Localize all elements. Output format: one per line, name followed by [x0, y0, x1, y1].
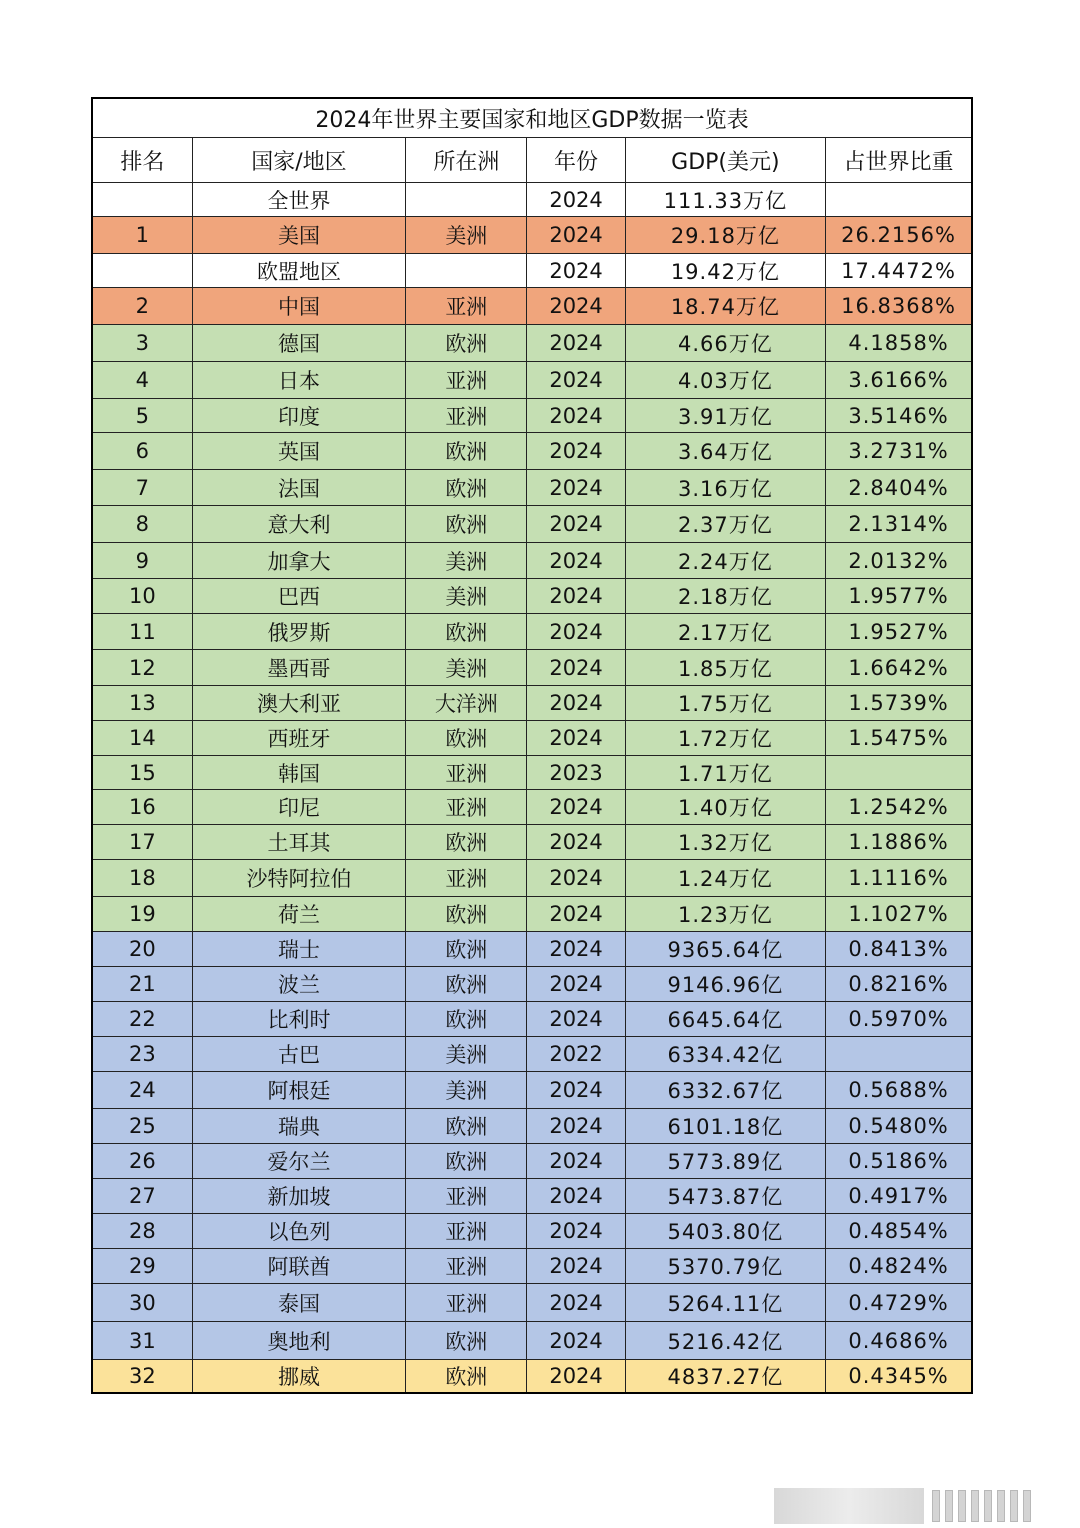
share-cell: 0.4917%: [826, 1179, 972, 1214]
country-cell: 美国: [192, 217, 405, 254]
rank-cell: 9: [92, 543, 192, 579]
gdp-cell: 4837.27亿: [625, 1360, 825, 1393]
gdp-cell: 1.71万亿: [625, 756, 825, 790]
table-row: [92, 721, 972, 756]
table-row: [92, 183, 972, 217]
table-row: [92, 1002, 972, 1037]
gdp-cell: 3.91万亿: [625, 399, 825, 433]
rank-cell: 6: [92, 433, 192, 470]
share-cell: 1.9527%: [826, 614, 972, 650]
country-cell: 意大利: [192, 506, 405, 543]
share-cell: 1.1886%: [826, 825, 972, 860]
year-cell: 2024: [527, 860, 625, 897]
table-row: [92, 897, 972, 932]
gdp-cell: 1.85万亿: [625, 650, 825, 686]
share-cell: 0.4854%: [826, 1214, 972, 1249]
share-cell: 0.8413%: [826, 932, 972, 967]
share-cell: 1.5739%: [826, 686, 972, 721]
continent-cell: 亚洲: [406, 790, 527, 825]
continent-cell: 欧洲: [406, 897, 527, 932]
continent-cell: 欧洲: [406, 967, 527, 1002]
continent-cell: 亚洲: [406, 399, 527, 433]
country-cell: 全世界: [192, 183, 405, 217]
country-cell: 加拿大: [192, 543, 405, 579]
share-cell: [826, 756, 972, 790]
header-rank: 排名: [92, 138, 192, 183]
country-cell: 澳大利亚: [192, 686, 405, 721]
share-cell: 26.2156%: [826, 217, 972, 254]
rank-cell: 7: [92, 470, 192, 506]
continent-cell: 美洲: [406, 650, 527, 686]
year-cell: 2024: [527, 1179, 625, 1214]
table-row: [92, 1179, 972, 1214]
year-cell: 2024: [527, 183, 625, 217]
continent-cell: 欧洲: [406, 825, 527, 860]
table-row: [92, 1037, 972, 1072]
country-cell: 新加坡: [192, 1179, 405, 1214]
continent-cell: 欧洲: [406, 614, 527, 650]
continent-cell: 亚洲: [406, 288, 527, 325]
table-body: [92, 183, 972, 1393]
rank-cell: 11: [92, 614, 192, 650]
gdp-cell: 4.66万亿: [625, 325, 825, 362]
table-row: [92, 217, 972, 254]
rank-cell: 29: [92, 1249, 192, 1284]
country-cell: 古巴: [192, 1037, 405, 1072]
share-cell: 1.5475%: [826, 721, 972, 756]
share-cell: 0.4824%: [826, 1249, 972, 1284]
table-row: [92, 686, 972, 721]
rank-cell: 13: [92, 686, 192, 721]
gdp-cell: 1.24万亿: [625, 860, 825, 897]
continent-cell: 亚洲: [406, 756, 527, 790]
continent-cell: 亚洲: [406, 860, 527, 897]
gdp-table: [91, 97, 973, 1394]
year-cell: 2024: [527, 825, 625, 860]
country-cell: 日本: [192, 362, 405, 399]
gdp-cell: 19.42万亿: [625, 254, 825, 288]
continent-cell: 亚洲: [406, 1179, 527, 1214]
continent-cell: 美洲: [406, 579, 527, 614]
share-cell: 2.1314%: [826, 506, 972, 543]
table-row: [92, 1109, 972, 1144]
continent-cell: 欧洲: [406, 325, 527, 362]
continent-cell: [406, 254, 527, 288]
country-cell: 中国: [192, 288, 405, 325]
gdp-cell: 6332.67亿: [625, 1072, 825, 1109]
year-cell: 2024: [527, 433, 625, 470]
year-cell: 2024: [527, 543, 625, 579]
table-row: [92, 1249, 972, 1284]
year-cell: 2024: [527, 967, 625, 1002]
table-row: [92, 1144, 972, 1179]
share-cell: 0.4345%: [826, 1360, 972, 1393]
table-row: [92, 433, 972, 470]
rank-cell: 17: [92, 825, 192, 860]
gdp-cell: 5473.87亿: [625, 1179, 825, 1214]
year-cell: 2024: [527, 1109, 625, 1144]
year-cell: 2024: [527, 362, 625, 399]
year-cell: 2024: [527, 790, 625, 825]
year-cell: 2024: [527, 1249, 625, 1284]
gdp-cell: 5264.11亿: [625, 1284, 825, 1322]
table-row: [92, 506, 972, 543]
country-cell: 巴西: [192, 579, 405, 614]
continent-cell: 欧洲: [406, 721, 527, 756]
share-cell: 0.5970%: [826, 1002, 972, 1037]
rank-cell: 3: [92, 325, 192, 362]
share-cell: 0.8216%: [826, 967, 972, 1002]
rank-cell: 16: [92, 790, 192, 825]
continent-cell: 大洋洲: [406, 686, 527, 721]
country-cell: 印尼: [192, 790, 405, 825]
table-row: [92, 362, 972, 399]
country-cell: 瑞典: [192, 1109, 405, 1144]
country-cell: 荷兰: [192, 897, 405, 932]
gdp-cell: 9146.96亿: [625, 967, 825, 1002]
year-cell: 2024: [527, 650, 625, 686]
rank-cell: 20: [92, 932, 192, 967]
rank-cell: 21: [92, 967, 192, 1002]
year-cell: 2024: [527, 1360, 625, 1393]
table-row: [92, 650, 972, 686]
year-cell: 2024: [527, 1144, 625, 1179]
gdp-cell: 5370.79亿: [625, 1249, 825, 1284]
year-cell: 2024: [527, 506, 625, 543]
share-cell: 0.5688%: [826, 1072, 972, 1109]
gdp-cell: 2.17万亿: [625, 614, 825, 650]
gdp-cell: 6645.64亿: [625, 1002, 825, 1037]
country-cell: 挪威: [192, 1360, 405, 1393]
watermark-logo: [774, 1488, 1056, 1524]
table-row: [92, 399, 972, 433]
table-row: [92, 825, 972, 860]
share-cell: 0.4729%: [826, 1284, 972, 1322]
year-cell: 2024: [527, 1072, 625, 1109]
watermark-bars: [932, 1490, 1031, 1522]
share-cell: 2.8404%: [826, 470, 972, 506]
table-row: [92, 1284, 972, 1322]
share-cell: 0.4686%: [826, 1322, 972, 1360]
country-cell: 阿联酋: [192, 1249, 405, 1284]
country-cell: 土耳其: [192, 825, 405, 860]
table-row: [92, 288, 972, 325]
rank-cell: 5: [92, 399, 192, 433]
table-row: [92, 790, 972, 825]
country-cell: 韩国: [192, 756, 405, 790]
table-row: [92, 860, 972, 897]
country-cell: 法国: [192, 470, 405, 506]
continent-cell: 欧洲: [406, 506, 527, 543]
year-cell: 2024: [527, 579, 625, 614]
country-cell: 阿根廷: [192, 1072, 405, 1109]
gdp-cell: 9365.64亿: [625, 932, 825, 967]
gdp-cell: 29.18万亿: [625, 217, 825, 254]
rank-cell: 32: [92, 1360, 192, 1393]
year-cell: 2024: [527, 470, 625, 506]
share-cell: 2.0132%: [826, 543, 972, 579]
continent-cell: 美洲: [406, 1072, 527, 1109]
share-cell: 4.1858%: [826, 325, 972, 362]
share-cell: 1.6642%: [826, 650, 972, 686]
table-row: [92, 967, 972, 1002]
share-cell: 0.5186%: [826, 1144, 972, 1179]
rank-cell: 22: [92, 1002, 192, 1037]
header-year: 年份: [527, 138, 625, 183]
year-cell: 2024: [527, 1214, 625, 1249]
share-cell: 0.5480%: [826, 1109, 972, 1144]
country-cell: 以色列: [192, 1214, 405, 1249]
country-cell: 奥地利: [192, 1322, 405, 1360]
gdp-cell: 1.32万亿: [625, 825, 825, 860]
country-cell: 欧盟地区: [192, 254, 405, 288]
country-cell: 泰国: [192, 1284, 405, 1322]
year-cell: 2024: [527, 1002, 625, 1037]
table-row: [92, 325, 972, 362]
year-cell: 2024: [527, 897, 625, 932]
continent-cell: 亚洲: [406, 1284, 527, 1322]
rank-cell: 27: [92, 1179, 192, 1214]
header-continent: 所在洲: [406, 138, 527, 183]
table-row: [92, 614, 972, 650]
continent-cell: 美洲: [406, 543, 527, 579]
country-cell: 沙特阿拉伯: [192, 860, 405, 897]
rank-cell: 30: [92, 1284, 192, 1322]
share-cell: 1.9577%: [826, 579, 972, 614]
table-row: [92, 1360, 972, 1393]
country-cell: 英国: [192, 433, 405, 470]
country-cell: 德国: [192, 325, 405, 362]
table-row: [92, 932, 972, 967]
year-cell: 2024: [527, 932, 625, 967]
year-cell: 2024: [527, 288, 625, 325]
share-cell: 1.1027%: [826, 897, 972, 932]
gdp-cell: 2.24万亿: [625, 543, 825, 579]
continent-cell: 美洲: [406, 217, 527, 254]
continent-cell: 欧洲: [406, 1109, 527, 1144]
year-cell: 2024: [527, 614, 625, 650]
rank-cell: 31: [92, 1322, 192, 1360]
header-country: 国家/地区: [192, 138, 405, 183]
year-cell: 2024: [527, 325, 625, 362]
header-row: [92, 138, 972, 183]
year-cell: 2024: [527, 1322, 625, 1360]
gdp-cell: 18.74万亿: [625, 288, 825, 325]
gdp-cell: 4.03万亿: [625, 362, 825, 399]
header-share: 占世界比重: [826, 138, 972, 183]
year-cell: 2024: [527, 399, 625, 433]
rank-cell: 26: [92, 1144, 192, 1179]
continent-cell: [406, 183, 527, 217]
rank-cell: [92, 254, 192, 288]
continent-cell: 欧洲: [406, 1144, 527, 1179]
share-cell: 17.4472%: [826, 254, 972, 288]
table-row: [92, 470, 972, 506]
rank-cell: 4: [92, 362, 192, 399]
gdp-cell: 5403.80亿: [625, 1214, 825, 1249]
country-cell: 爱尔兰: [192, 1144, 405, 1179]
continent-cell: 亚洲: [406, 1214, 527, 1249]
table-row: [92, 579, 972, 614]
rank-cell: 18: [92, 860, 192, 897]
rank-cell: [92, 183, 192, 217]
gdp-cell: 3.64万亿: [625, 433, 825, 470]
gdp-cell: 111.33万亿: [625, 183, 825, 217]
country-cell: 西班牙: [192, 721, 405, 756]
gdp-cell: 3.16万亿: [625, 470, 825, 506]
gdp-cell: 2.18万亿: [625, 579, 825, 614]
gdp-cell: 6334.42亿: [625, 1037, 825, 1072]
table-row: [92, 254, 972, 288]
year-cell: 2024: [527, 721, 625, 756]
share-cell: [826, 183, 972, 217]
continent-cell: 欧洲: [406, 433, 527, 470]
year-cell: 2022: [527, 1037, 625, 1072]
gdp-cell: 2.37万亿: [625, 506, 825, 543]
rank-cell: 1: [92, 217, 192, 254]
table-title: 2024年世界主要国家和地区GDP数据一览表: [92, 98, 972, 138]
continent-cell: 欧洲: [406, 932, 527, 967]
table-row: [92, 1072, 972, 1109]
share-cell: 16.8368%: [826, 288, 972, 325]
country-cell: 比利时: [192, 1002, 405, 1037]
year-cell: 2024: [527, 1284, 625, 1322]
year-cell: 2024: [527, 217, 625, 254]
gdp-cell: 5216.42亿: [625, 1322, 825, 1360]
share-cell: 3.6166%: [826, 362, 972, 399]
rank-cell: 8: [92, 506, 192, 543]
country-cell: 瑞士: [192, 932, 405, 967]
table-row: [92, 756, 972, 790]
rank-cell: 19: [92, 897, 192, 932]
gdp-cell: 6101.18亿: [625, 1109, 825, 1144]
continent-cell: 美洲: [406, 1037, 527, 1072]
gdp-cell: 5773.89亿: [625, 1144, 825, 1179]
gdp-cell: 1.40万亿: [625, 790, 825, 825]
share-cell: [826, 1037, 972, 1072]
gdp-cell: 1.72万亿: [625, 721, 825, 756]
continent-cell: 欧洲: [406, 1002, 527, 1037]
gdp-cell: 1.75万亿: [625, 686, 825, 721]
continent-cell: 亚洲: [406, 1249, 527, 1284]
table-row: [92, 1214, 972, 1249]
country-cell: 印度: [192, 399, 405, 433]
rank-cell: 12: [92, 650, 192, 686]
country-cell: 俄罗斯: [192, 614, 405, 650]
share-cell: 3.5146%: [826, 399, 972, 433]
watermark-block: [774, 1488, 924, 1524]
continent-cell: 欧洲: [406, 1322, 527, 1360]
rank-cell: 28: [92, 1214, 192, 1249]
table-row: [92, 1322, 972, 1360]
continent-cell: 亚洲: [406, 362, 527, 399]
rank-cell: 15: [92, 756, 192, 790]
rank-cell: 24: [92, 1072, 192, 1109]
rank-cell: 10: [92, 579, 192, 614]
share-cell: 1.1116%: [826, 860, 972, 897]
year-cell: 2023: [527, 756, 625, 790]
country-cell: 波兰: [192, 967, 405, 1002]
rank-cell: 2: [92, 288, 192, 325]
header-gdp: GDP(美元): [625, 138, 825, 183]
year-cell: 2024: [527, 686, 625, 721]
table-row: [92, 543, 972, 579]
year-cell: 2024: [527, 254, 625, 288]
continent-cell: 欧洲: [406, 1360, 527, 1393]
share-cell: 1.2542%: [826, 790, 972, 825]
share-cell: 3.2731%: [826, 433, 972, 470]
rank-cell: 23: [92, 1037, 192, 1072]
country-cell: 墨西哥: [192, 650, 405, 686]
continent-cell: 欧洲: [406, 470, 527, 506]
gdp-cell: 1.23万亿: [625, 897, 825, 932]
rank-cell: 25: [92, 1109, 192, 1144]
rank-cell: 14: [92, 721, 192, 756]
